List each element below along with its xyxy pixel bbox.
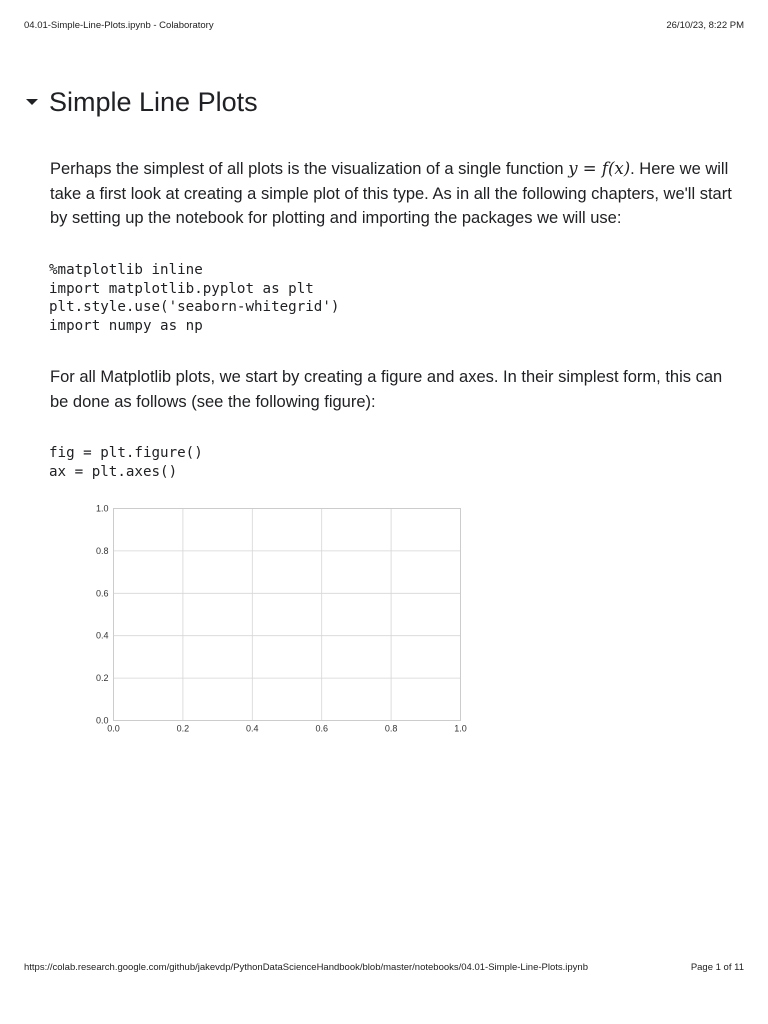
- code-line: import numpy as np: [49, 317, 203, 334]
- figure-paragraph: For all Matplotlib plots, we start by creating a figure and axes. In their simplest form, this can be done as follows (see the following figure):: [50, 368, 723, 411]
- inline-math: y = f(x): [568, 159, 631, 178]
- y-tick-label: 1.0: [95, 503, 109, 514]
- intro-paragraph-text-start: Perhaps the simplest of all plots is the visualization of a single function: [50, 160, 569, 178]
- axes-frame: [114, 509, 461, 721]
- code-line: %matplotlib inline: [49, 262, 203, 278]
- x-tick-label: 0.4: [246, 723, 259, 734]
- print-header-title: 04.01-Simple-Line-Plots.ipynb - Colaboratory: [24, 20, 214, 31]
- y-tick-label: 0.6: [95, 588, 109, 599]
- x-tick-label: 0.2: [176, 723, 190, 734]
- y-tick-label: 0.0: [95, 715, 109, 726]
- code-line: import matplotlib.pyplot as plt: [49, 280, 314, 297]
- print-footer-url: https://colab.research.google.com/github/jakevdp/PythonDataScienceHandbook/blob/master/notebooks/04.01-Simple-Line-Plots.ipynb: [24, 962, 589, 973]
- y-tick-label: 0.4: [95, 630, 109, 641]
- y-tick-label: 0.2: [95, 673, 109, 684]
- intro-paragraph-text-end: . Here we will take a first look at creating a simple plot of this type. As in all the following chapters, we'll start by setting up the notebook for plotting and importing the packages we will use:: [50, 160, 732, 227]
- print-footer-page: Page 1 of 11: [690, 962, 744, 973]
- code-line: plt.style.use('seaborn-whitegrid'): [49, 299, 340, 315]
- section-heading-text: Simple Line Plots: [49, 86, 258, 117]
- code-line: ax = plt.axes(): [49, 463, 178, 480]
- print-header-datetime: 26/10/23, 8:22 PM: [666, 20, 744, 31]
- x-tick-label: 0.0: [107, 723, 120, 734]
- x-tick-label: 0.6: [315, 723, 328, 734]
- y-tick-label: 0.8: [95, 545, 109, 556]
- code-line: fig = plt.figure(): [49, 445, 203, 461]
- x-tick-label: 1.0: [454, 723, 467, 734]
- x-tick-label: 0.8: [384, 723, 398, 734]
